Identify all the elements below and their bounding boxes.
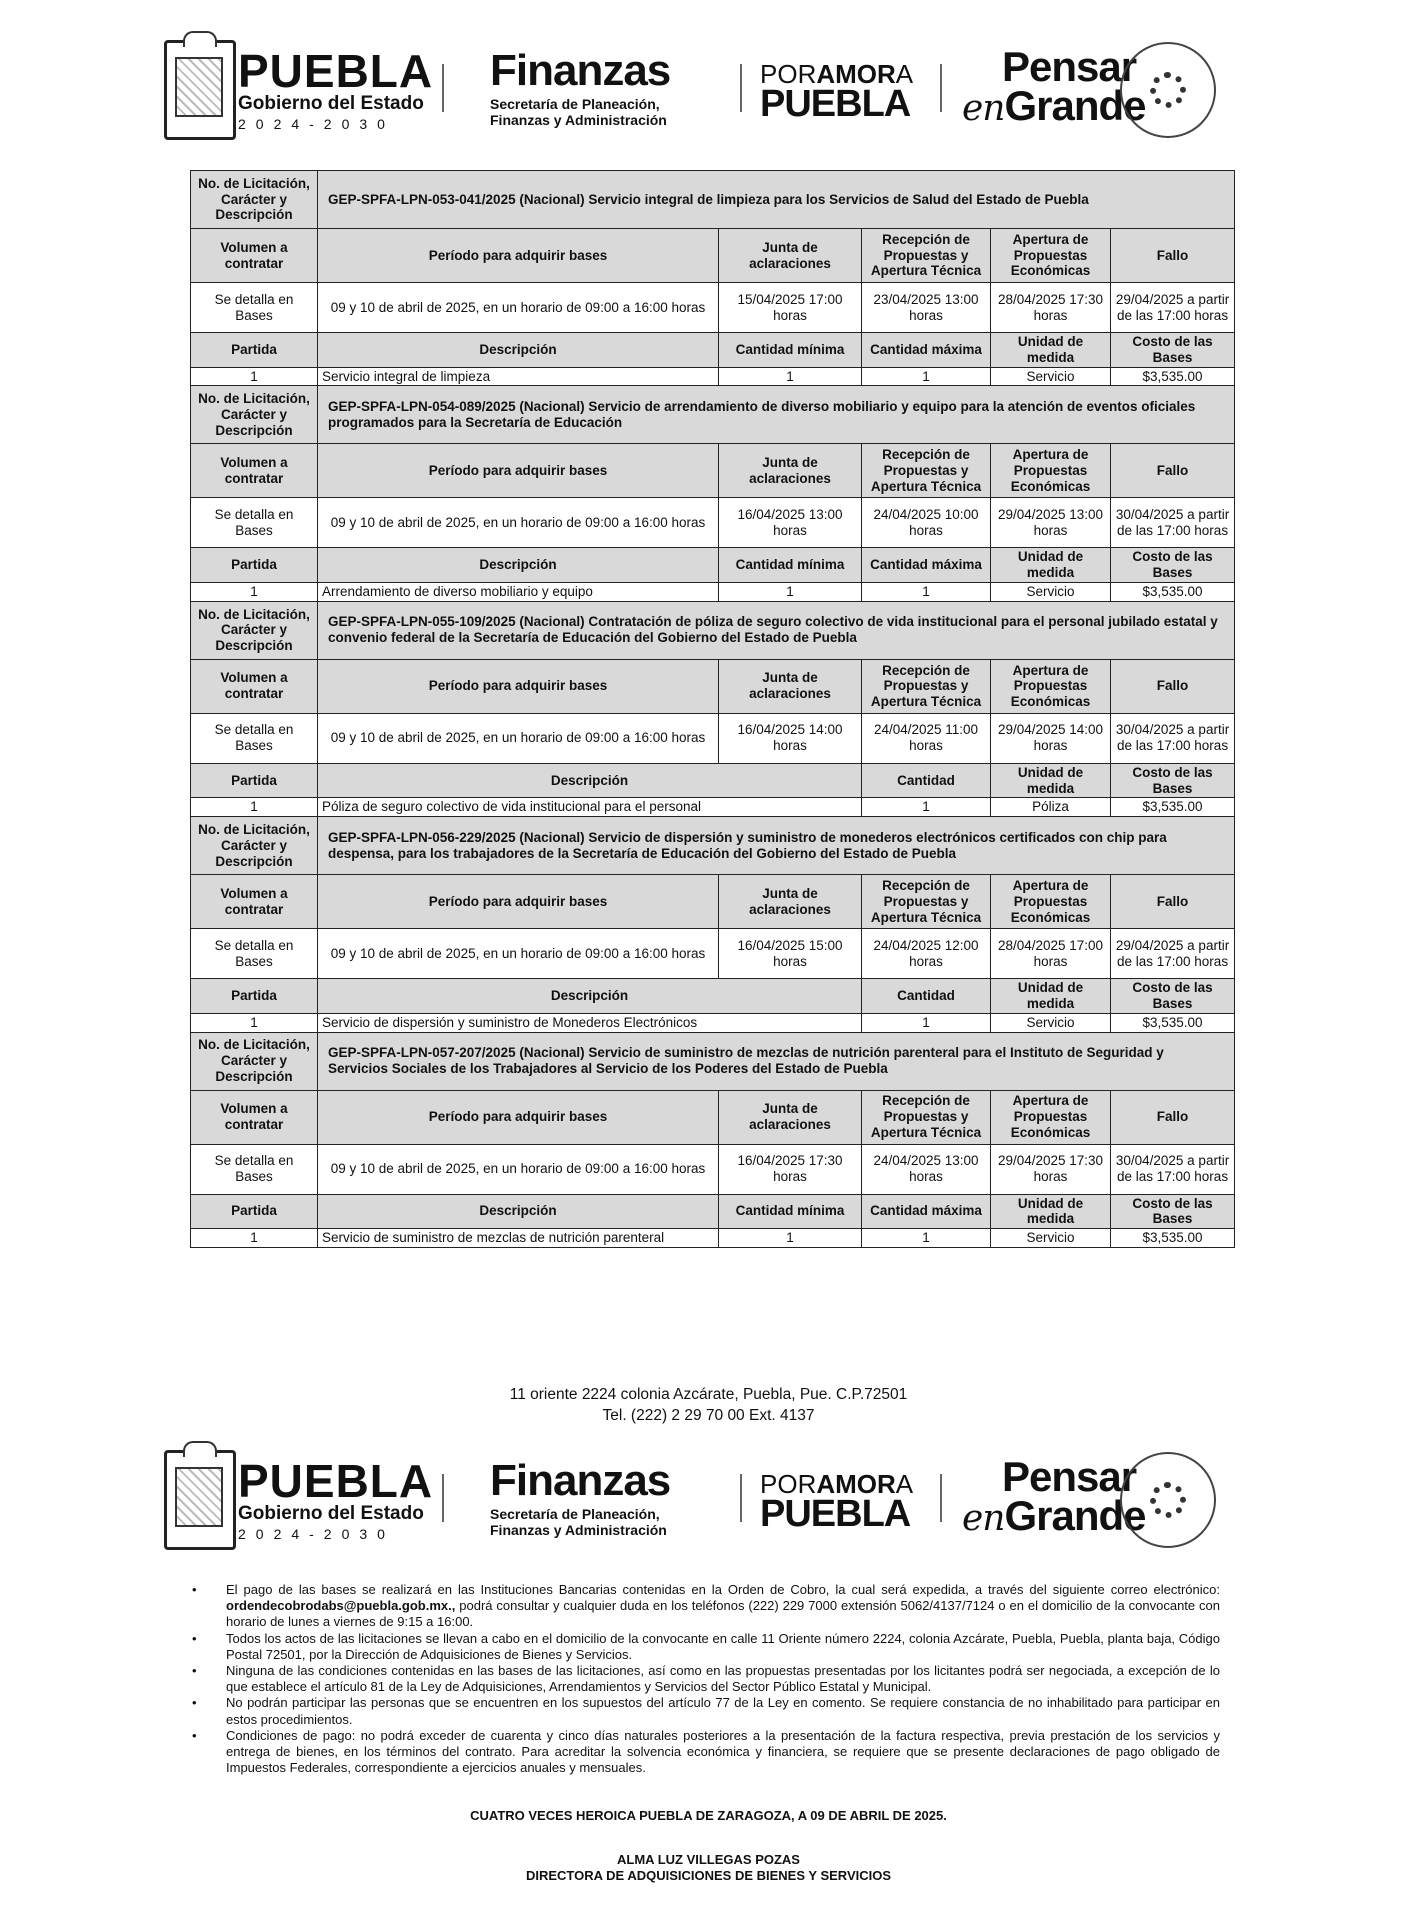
partida-header-row bbox=[191, 1194, 1235, 1229]
list-item: • El pago de las bases se realizará en las Instituciones Bancarias contenidas en la Orden de Cobro, la cual será expedida, a través del siguiente correo electrónico: ordendecobrodabs@puebla.gob.mx., podrá consultar y cualquier duda en los teléfonos (222) 229 7000 extensión 5062/4137/7124 o en el domicilio de la convocante con horario de lunes a viernes de 9:15 a 16:00. bbox=[192, 1582, 1220, 1630]
cantidad-value: 1 bbox=[862, 798, 991, 817]
recepcion-header: Recepción de Propuestas y Apertura Técnica bbox=[862, 875, 991, 929]
puebla-crest-icon bbox=[164, 1450, 236, 1550]
licitacion-title-row bbox=[191, 1032, 1235, 1090]
apertura-header: Apertura de Propuestas Económicas bbox=[991, 1090, 1111, 1144]
cantidad-minima-value: 1 bbox=[719, 582, 862, 601]
descripcion-header: Descripción bbox=[318, 333, 719, 368]
recepcion-value: 23/04/2025 13:00 horas bbox=[862, 283, 991, 333]
periodo-header: Período para adquirir bases bbox=[318, 444, 719, 498]
unidad-value: Servicio bbox=[991, 1013, 1111, 1032]
junta-header: Junta de aclaraciones bbox=[719, 229, 862, 283]
apertura-value: 29/04/2025 14:00 horas bbox=[991, 713, 1111, 763]
signer-position: DIRECTORA DE ADQUISICIONES DE BIENES Y SERVICIOS bbox=[525, 1868, 892, 1883]
cantidad-maxima-value: 1 bbox=[862, 582, 991, 601]
fallo-header: Fallo bbox=[1111, 444, 1235, 498]
descripcion-header: Descripción bbox=[318, 548, 719, 583]
gob-subtitle: Gobierno del Estado bbox=[238, 1503, 424, 1524]
volumen-value: Se detalla en Bases bbox=[191, 498, 318, 548]
apertura-value: 29/04/2025 13:00 horas bbox=[991, 498, 1111, 548]
partida-value: 1 bbox=[191, 367, 318, 386]
no-licitacion-label: No. de Licitación, Carácter y Descripción bbox=[191, 386, 318, 444]
licitacion-description: GEP-SPFA-LPN-055-109/2025 (Nacional) Contratación de póliza de seguro colectivo de vida institucional para el personal jubilado estatal y convenio federal de la Secretaría de Educación del Gobierno del Estado de Puebla bbox=[318, 601, 1235, 659]
header-top bbox=[160, 38, 1220, 138]
junta-value: 16/04/2025 14:00 horas bbox=[719, 713, 862, 763]
partida-header-row bbox=[191, 548, 1235, 583]
partida-header: Partida bbox=[191, 548, 318, 583]
licitacion-description: GEP-SPFA-LPN-054-089/2025 (Nacional) Servicio de arrendamiento de diverso mobiliario y equipo para la atención de eventos oficiales programados para la Secretaría de Educación bbox=[318, 386, 1235, 444]
volumen-value: Se detalla en Bases bbox=[191, 713, 318, 763]
periodo-header: Período para adquirir bases bbox=[318, 659, 719, 713]
fallo-value: 30/04/2025 a partir de las 17:00 horas bbox=[1111, 1144, 1235, 1194]
partida-description: Póliza de seguro colectivo de vida institucional para el personal bbox=[318, 798, 862, 817]
no-licitacion-label: No. de Licitación, Carácter y Descripción bbox=[191, 1032, 318, 1090]
licitacion-title-row bbox=[191, 817, 1235, 875]
schedule-values-row bbox=[191, 713, 1235, 763]
cantidad-maxima-value: 1 bbox=[862, 367, 991, 386]
no-licitacion-label: No. de Licitación, Carácter y Descripción bbox=[191, 171, 318, 229]
cantidad-minima-value: 1 bbox=[719, 1229, 862, 1248]
junta-header: Junta de aclaraciones bbox=[719, 444, 862, 498]
partida-values-row bbox=[191, 582, 1235, 601]
cantidad-minima-value: 1 bbox=[719, 367, 862, 386]
partida-header: Partida bbox=[191, 333, 318, 368]
bullet-icon: • bbox=[192, 1727, 197, 1743]
partida-header-row bbox=[191, 763, 1235, 798]
schedule-values-row bbox=[191, 929, 1235, 979]
partida-header-row bbox=[191, 333, 1235, 368]
apertura-value: 29/04/2025 17:30 horas bbox=[991, 1144, 1111, 1194]
junta-value: 16/04/2025 15:00 horas bbox=[719, 929, 862, 979]
partida-values-row bbox=[191, 1229, 1235, 1248]
costo-value: $3,535.00 bbox=[1111, 582, 1235, 601]
pensar-line1: Pensar bbox=[1002, 43, 1137, 90]
costo-header: Costo de las Bases bbox=[1111, 1194, 1235, 1229]
partida-header-row bbox=[191, 979, 1235, 1014]
unidad-value: Servicio bbox=[991, 367, 1111, 386]
fallo-header: Fallo bbox=[1111, 659, 1235, 713]
bullet-icon: • bbox=[192, 1582, 197, 1597]
gob-subtitle: Gobierno del Estado bbox=[238, 93, 424, 114]
cantidad-maxima-header: Cantidad máxima bbox=[862, 548, 991, 583]
cantidad-minima-header: Cantidad mínima bbox=[719, 333, 862, 368]
apertura-header: Apertura de Propuestas Económicas bbox=[991, 659, 1111, 713]
partida-values-row bbox=[191, 798, 1235, 817]
unidad-header: Unidad de medida bbox=[991, 333, 1111, 368]
amor-line1: PORAMORA bbox=[760, 59, 914, 89]
periodo-value: 09 y 10 de abril de 2025, en un horario de 09:00 a 16:00 horas bbox=[318, 929, 719, 979]
costo-header: Costo de las Bases bbox=[1111, 548, 1235, 583]
costo-value: $3,535.00 bbox=[1111, 367, 1235, 386]
gob-years: 2024-2030 bbox=[238, 116, 395, 132]
bullet-icon: • bbox=[192, 1630, 197, 1646]
schedule-header-row bbox=[191, 444, 1235, 498]
apertura-value: 28/04/2025 17:00 horas bbox=[991, 929, 1111, 979]
partida-description: Servicio integral de limpieza bbox=[318, 367, 719, 386]
partida-header: Partida bbox=[191, 763, 318, 798]
junta-value: 16/04/2025 13:00 horas bbox=[719, 498, 862, 548]
partida-description: Arrendamiento de diverso mobiliario y equipo bbox=[318, 582, 719, 601]
schedule-header-row bbox=[191, 659, 1235, 713]
schedule-values-row bbox=[191, 283, 1235, 333]
amor-line2: PUEBLA bbox=[760, 83, 911, 125]
apertura-header: Apertura de Propuestas Económicas bbox=[991, 875, 1111, 929]
unidad-header: Unidad de medida bbox=[991, 763, 1111, 798]
licitacion-title-row bbox=[191, 386, 1235, 444]
cantidad-maxima-header: Cantidad máxima bbox=[862, 333, 991, 368]
no-licitacion-label: No. de Licitación, Carácter y Descripción bbox=[191, 601, 318, 659]
divider bbox=[940, 64, 942, 112]
bullet-icon: • bbox=[192, 1663, 197, 1679]
periodo-value: 09 y 10 de abril de 2025, en un horario de 09:00 a 16:00 horas bbox=[318, 283, 719, 333]
fallo-value: 30/04/2025 a partir de las 17:00 horas bbox=[1111, 713, 1235, 763]
cantidad-minima-header: Cantidad mínima bbox=[719, 548, 862, 583]
junta-header: Junta de aclaraciones bbox=[719, 1090, 862, 1144]
amor-line1: PORAMORA bbox=[760, 1469, 914, 1499]
licitacion-description: GEP-SPFA-LPN-056-229/2025 (Nacional) Servicio de dispersión y suministro de monederos electrónicos certificados con chip para despensa, para los trabajadores de la Secretaría de Educación del Gobierno del Estado de Puebla bbox=[318, 817, 1235, 875]
address bbox=[0, 1384, 1417, 1426]
descripcion-header: Descripción bbox=[318, 979, 862, 1014]
partida-header: Partida bbox=[191, 979, 318, 1014]
fallo-header: Fallo bbox=[1111, 1090, 1235, 1144]
periodo-header: Período para adquirir bases bbox=[318, 1090, 719, 1144]
address-phone: Tel. (222) 2 29 70 00 Ext. 4137 bbox=[602, 1407, 815, 1424]
fallo-value: 29/04/2025 a partir de las 17:00 horas bbox=[1111, 283, 1235, 333]
partida-description: Servicio de dispersión y suministro de Monederos Electrónicos bbox=[318, 1013, 862, 1032]
partida-value: 1 bbox=[191, 1229, 318, 1248]
fallo-header: Fallo bbox=[1111, 875, 1235, 929]
email-link[interactable]: ordendecobrodabs@puebla.gob.mx., bbox=[226, 1598, 456, 1614]
cantidad-value: 1 bbox=[862, 1013, 991, 1032]
gob-title: PUEBLA bbox=[238, 45, 434, 97]
fallo-header: Fallo bbox=[1111, 229, 1235, 283]
fallo-value: 29/04/2025 a partir de las 17:00 horas bbox=[1111, 929, 1235, 979]
recepcion-header: Recepción de Propuestas y Apertura Técnica bbox=[862, 1090, 991, 1144]
header-bottom bbox=[160, 1448, 1220, 1548]
licitacion-title-row bbox=[191, 601, 1235, 659]
pensar-line2: enGrande bbox=[962, 1492, 1146, 1539]
cantidad-maxima-value: 1 bbox=[862, 1229, 991, 1248]
recepcion-header: Recepción de Propuestas y Apertura Técnica bbox=[862, 659, 991, 713]
unidad-header: Unidad de medida bbox=[991, 548, 1111, 583]
periodo-value: 09 y 10 de abril de 2025, en un horario de 09:00 a 16:00 horas bbox=[318, 1144, 719, 1194]
partida-values-row bbox=[191, 367, 1235, 386]
recepcion-value: 24/04/2025 11:00 horas bbox=[862, 713, 991, 763]
divider bbox=[442, 64, 444, 112]
list-item: • Todos los actos de las licitaciones se llevan a cabo en el domicilio de la convocante en calle 11 Oriente número 2224, colonia Azcárate, Puebla, Puebla, planta baja, Código Postal 72501, por la Dirección de Adquisiciones de Bienes y Servicios. bbox=[192, 1630, 1220, 1662]
periodo-value: 09 y 10 de abril de 2025, en un horario de 09:00 a 16:00 horas bbox=[318, 713, 719, 763]
finanzas-subtitle: Secretaría de Planeación, Finanzas y Administración bbox=[490, 1506, 667, 1538]
volumen-header: Volumen a contratar bbox=[191, 444, 318, 498]
place-date: CUATRO VECES HEROICA PUEBLA DE ZARAGOZA, A 09 DE ABRIL DE 2025. bbox=[470, 1808, 947, 1823]
partida-description: Servicio de suministro de mezclas de nutrición parenteral bbox=[318, 1229, 719, 1248]
amor-line2: PUEBLA bbox=[760, 1493, 911, 1535]
gobierno-puebla-logo bbox=[160, 1448, 434, 1548]
divider bbox=[740, 1474, 742, 1522]
partida-header: Partida bbox=[191, 1194, 318, 1229]
fallo-value: 30/04/2025 a partir de las 17:00 horas bbox=[1111, 498, 1235, 548]
costo-header: Costo de las Bases bbox=[1111, 333, 1235, 368]
schedule-header-row bbox=[191, 1090, 1235, 1144]
costo-header: Costo de las Bases bbox=[1111, 763, 1235, 798]
unidad-value: Póliza bbox=[991, 798, 1111, 817]
unidad-header: Unidad de medida bbox=[991, 979, 1111, 1014]
apertura-value: 28/04/2025 17:30 horas bbox=[991, 283, 1111, 333]
divider bbox=[442, 1474, 444, 1522]
licitacion-description: GEP-SPFA-LPN-057-207/2025 (Nacional) Servicio de suministro de mezclas de nutrición parenteral para el Instituto de Seguridad y Servicios Sociales de los Trabajadores al Servicio de los Poderes del Estado de Puebla bbox=[318, 1032, 1235, 1090]
pensar-line2: enGrande bbox=[962, 82, 1146, 129]
apertura-header: Apertura de Propuestas Económicas bbox=[991, 229, 1111, 283]
recepcion-header: Recepción de Propuestas y Apertura Técnica bbox=[862, 229, 991, 283]
costo-value: $3,535.00 bbox=[1111, 798, 1235, 817]
volumen-value: Se detalla en Bases bbox=[191, 929, 318, 979]
address-line1: 11 oriente 2224 colonia Azcárate, Puebla, Pue. C.P.72501 bbox=[509, 1386, 908, 1403]
schedule-header-row bbox=[191, 229, 1235, 283]
divider bbox=[740, 64, 742, 112]
schedule-values-row bbox=[191, 498, 1235, 548]
no-licitacion-label: No. de Licitación, Carácter y Descripción bbox=[191, 817, 318, 875]
cantidad-maxima-header: Cantidad máxima bbox=[862, 1194, 991, 1229]
descripcion-header: Descripción bbox=[318, 1194, 719, 1229]
list-item: • Condiciones de pago: no podrá exceder de cuarenta y cinco días naturales posteriores a la presentación de la factura respectiva, previa prestación de los servicios y entrega de bienes, en los términos del contrato. Para acreditar la solvencia económica y financiera, se requiere que se presente declaraciones de pago obligado de Impuestos Federales, correspondiente a ejercicios anuales y mensuales. bbox=[192, 1727, 1220, 1776]
bullet-icon: • bbox=[192, 1695, 197, 1711]
periodo-header: Período para adquirir bases bbox=[318, 875, 719, 929]
volumen-value: Se detalla en Bases bbox=[191, 1144, 318, 1194]
volumen-value: Se detalla en Bases bbox=[191, 283, 318, 333]
unidad-value: Servicio bbox=[991, 1229, 1111, 1248]
unidad-header: Unidad de medida bbox=[991, 1194, 1111, 1229]
costo-value: $3,535.00 bbox=[1111, 1229, 1235, 1248]
divider bbox=[940, 1474, 942, 1522]
periodo-header: Período para adquirir bases bbox=[318, 229, 719, 283]
cantidad-header: Cantidad bbox=[862, 979, 991, 1014]
puebla-crest-icon bbox=[164, 40, 236, 140]
junta-header: Junta de aclaraciones bbox=[719, 659, 862, 713]
cantidad-header: Cantidad bbox=[862, 763, 991, 798]
gob-years: 2024-2030 bbox=[238, 1526, 395, 1542]
conditions-list bbox=[192, 1582, 1220, 1776]
partida-value: 1 bbox=[191, 798, 318, 817]
volumen-header: Volumen a contratar bbox=[191, 875, 318, 929]
recepcion-value: 24/04/2025 10:00 horas bbox=[862, 498, 991, 548]
costo-header: Costo de las Bases bbox=[1111, 979, 1235, 1014]
schedule-header-row bbox=[191, 875, 1235, 929]
volumen-header: Volumen a contratar bbox=[191, 659, 318, 713]
list-item: • Ninguna de las condiciones contenidas en las bases de las licitaciones, así como en las propuestas presentadas por los licitantes podrá ser negociada, a excepción de lo que establece el artículo 81 de la Ley de Adquisiciones, Arrendamientos y Servicios del Sector Público Estatal y Municipal. bbox=[192, 1663, 1220, 1695]
recepcion-value: 24/04/2025 13:00 horas bbox=[862, 1144, 991, 1194]
list-item: • No podrán participar las personas que se encuentren en los supuestos del artículo 77 de la Ley en comento. Se requiere constancia de no inhabilitado para participar en estos procedimientos. bbox=[192, 1695, 1220, 1727]
finanzas-title: Finanzas bbox=[490, 1456, 671, 1505]
periodo-value: 09 y 10 de abril de 2025, en un horario de 09:00 a 16:00 horas bbox=[318, 498, 719, 548]
descripcion-header: Descripción bbox=[318, 763, 862, 798]
finanzas-title: Finanzas bbox=[490, 46, 671, 95]
licitacion-description: GEP-SPFA-LPN-053-041/2025 (Nacional) Servicio integral de limpieza para los Servicios de Salud del Estado de Puebla bbox=[318, 171, 1235, 229]
recepcion-value: 24/04/2025 12:00 horas bbox=[862, 929, 991, 979]
finanzas-subtitle: Secretaría de Planeación, Finanzas y Administración bbox=[490, 96, 667, 128]
signer-name: ALMA LUZ VILLEGAS POZAS bbox=[617, 1852, 800, 1867]
licitaciones-table bbox=[190, 170, 1235, 1248]
recepcion-header: Recepción de Propuestas y Apertura Técnica bbox=[862, 444, 991, 498]
partida-value: 1 bbox=[191, 582, 318, 601]
pensar-line1: Pensar bbox=[1002, 1453, 1137, 1500]
norma-igualdad-seal-icon bbox=[1120, 42, 1216, 138]
costo-value: $3,535.00 bbox=[1111, 1013, 1235, 1032]
gob-title: PUEBLA bbox=[238, 1455, 434, 1507]
partida-value: 1 bbox=[191, 1013, 318, 1032]
junta-value: 15/04/2025 17:00 horas bbox=[719, 283, 862, 333]
volumen-header: Volumen a contratar bbox=[191, 229, 318, 283]
licitacion-title-row bbox=[191, 171, 1235, 229]
junta-value: 16/04/2025 17:30 horas bbox=[719, 1144, 862, 1194]
schedule-values-row bbox=[191, 1144, 1235, 1194]
volumen-header: Volumen a contratar bbox=[191, 1090, 318, 1144]
norma-igualdad-seal-icon bbox=[1120, 1452, 1216, 1548]
unidad-value: Servicio bbox=[991, 582, 1111, 601]
partida-values-row bbox=[191, 1013, 1235, 1032]
junta-header: Junta de aclaraciones bbox=[719, 875, 862, 929]
cantidad-minima-header: Cantidad mínima bbox=[719, 1194, 862, 1229]
gobierno-puebla-logo bbox=[160, 38, 434, 138]
apertura-header: Apertura de Propuestas Económicas bbox=[991, 444, 1111, 498]
